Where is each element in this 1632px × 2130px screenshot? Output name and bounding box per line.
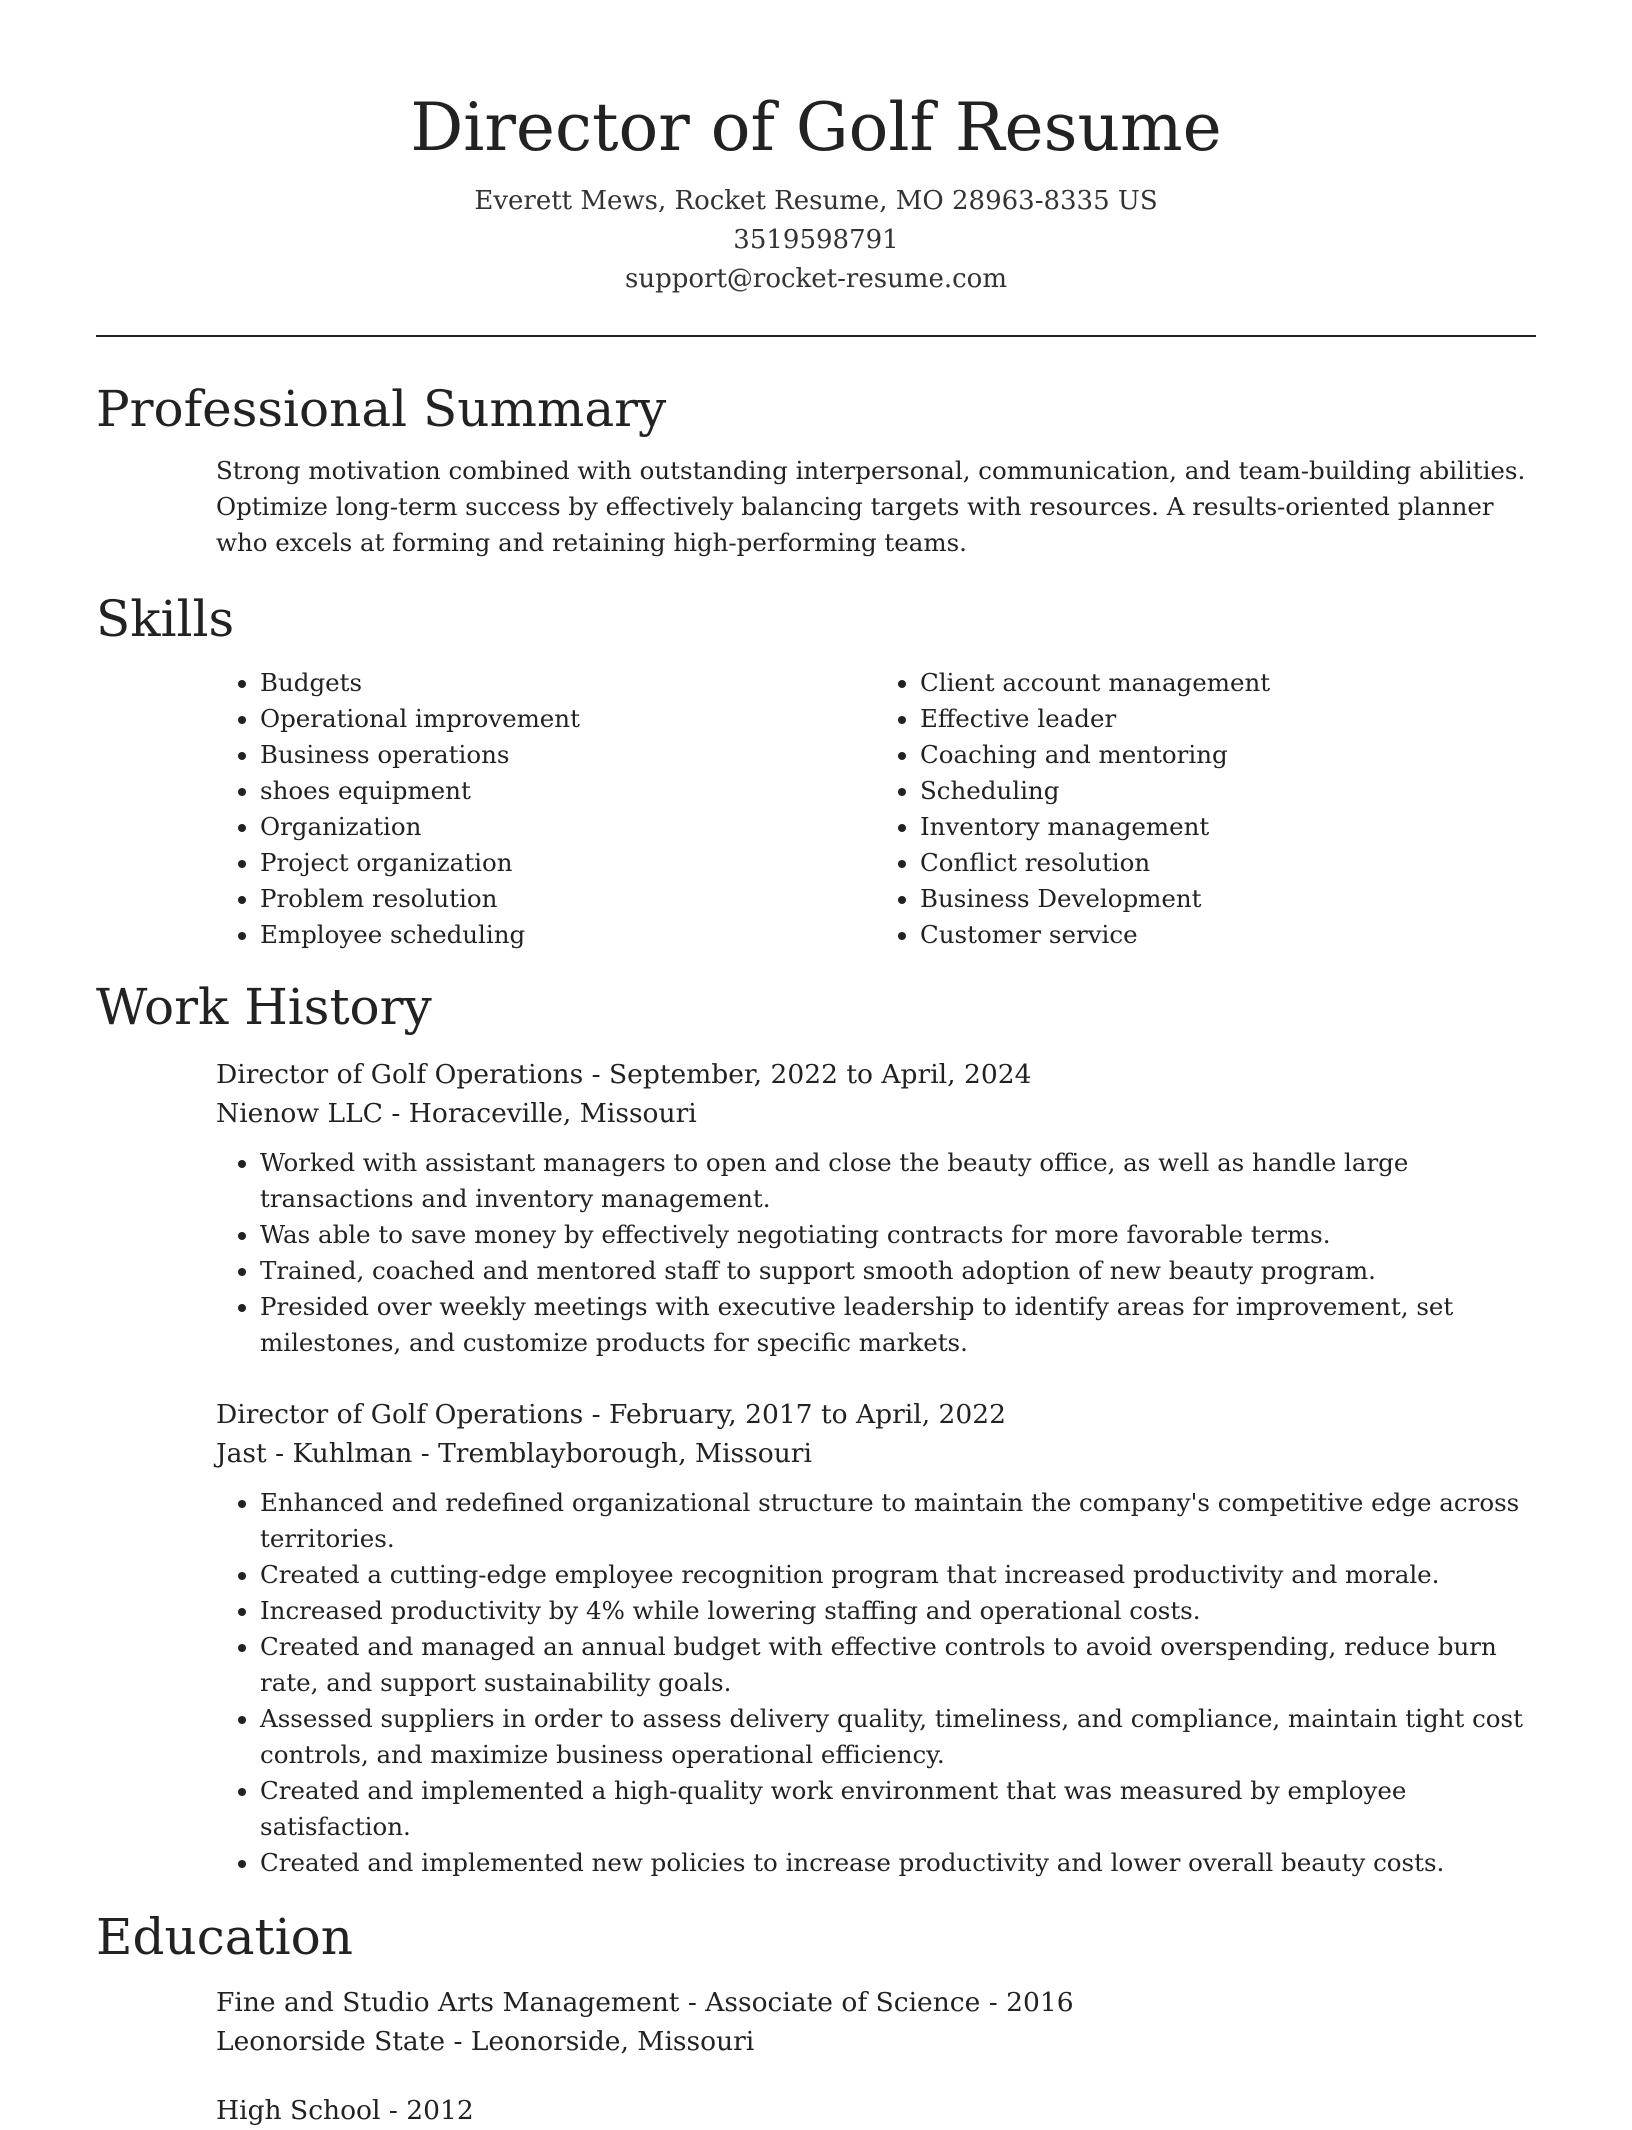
summary-heading: Professional Summary: [96, 380, 667, 438]
job-bullet: • Created and managed an annual budget with effective controls to avoid overspending, reduce burn rate, and support sustainability goals.: [260, 1629, 1536, 1701]
skills-section: [96, 587, 1536, 953]
education-section: [96, 1905, 1536, 2130]
job-bullet: • Assessed suppliers in order to assess delivery quality, timeliness, and compliance, maintain tight cost controls, and maximize business operational efficiency.: [260, 1701, 1536, 1773]
job-title: Director of Golf Operations: [216, 1059, 584, 1090]
skill-item: • Organization: [260, 809, 876, 845]
company-location: - Tremblayborough, Missouri: [412, 1438, 812, 1469]
job-dates: - September, 2022 to April, 2024: [583, 1059, 1032, 1090]
degree-line: [216, 2091, 1536, 2130]
company-name: Nienow LLC: [216, 1098, 383, 1129]
education-entry: [216, 2091, 1536, 2130]
work-history-section: [96, 975, 1536, 1881]
job-bullet: • Worked with assistant managers to open and close the beauty office, as well as handle large transactions and inventory management.: [260, 1145, 1536, 1217]
job-bullets: [216, 1145, 1536, 1361]
job-entry: [216, 1395, 1536, 1881]
skills-list-right: [876, 665, 1536, 953]
skill-item: • Effective leader: [920, 701, 1536, 737]
job-bullet: • Created and implemented a high-quality work environment that was measured by employee satisfaction.: [260, 1773, 1536, 1845]
skill-item: • Business Development: [920, 881, 1536, 917]
summary-section: [96, 377, 1536, 561]
skills-list-left: [216, 665, 876, 953]
header-divider: [96, 335, 1536, 337]
skills-heading: Skills: [96, 590, 235, 648]
resume-header: [96, 0, 1536, 299]
degree-line: [216, 1983, 1536, 2022]
skill-item: • shoes equipment: [260, 773, 876, 809]
education-heading: Education: [96, 1908, 353, 1966]
skill-item: • Problem resolution: [260, 881, 876, 917]
skills-lists: [216, 665, 1536, 953]
job-bullets: [216, 1485, 1536, 1881]
skill-item: • Operational improvement: [260, 701, 876, 737]
job-bullet: • Enhanced and redefined organizational structure to maintain the company's competitive edge across territories.: [260, 1485, 1536, 1557]
resume-page: [96, 0, 1536, 2130]
job-title: Director of Golf Operations: [216, 1399, 584, 1430]
work-history-heading: Work History: [96, 978, 432, 1036]
school-line: [216, 2022, 1536, 2061]
contact-info: [96, 182, 1536, 299]
degree-name: Fine and Studio Arts Management - Associate of Science: [216, 1987, 981, 2018]
job-entry: [216, 1055, 1536, 1361]
resume-title: Director of Golf Resume: [410, 89, 1222, 166]
contact-address: Everett Mews, Rocket Resume, MO 28963-8335 US: [474, 186, 1158, 216]
skill-item: • Scheduling: [920, 773, 1536, 809]
skill-item: • Coaching and mentoring: [920, 737, 1536, 773]
contact-phone: 3519598791: [733, 225, 899, 255]
skill-item: • Employee scheduling: [260, 917, 876, 953]
school-name: Leonorside State: [216, 2026, 446, 2057]
skill-item: • Business operations: [260, 737, 876, 773]
skill-item: • Project organization: [260, 845, 876, 881]
summary-text: Strong motivation combined with outstanding interpersonal, communication, and team-building abilities. Optimize long-term success by effectively balancing targets with resources. A results-oriented planner who excels at forming and retaining high-performing teams.: [216, 456, 1526, 557]
job-company-line: [216, 1434, 1536, 1473]
school-location: - Leonorside, Missouri: [445, 2026, 755, 2057]
skill-item: • Budgets: [260, 665, 876, 701]
job-title-line: [216, 1055, 1536, 1094]
job-dates: - February, 2017 to April, 2022: [583, 1399, 1007, 1430]
skill-item: • Conflict resolution: [920, 845, 1536, 881]
job-bullet: • Created and implemented new policies to increase productivity and lower overall beauty costs.: [260, 1845, 1536, 1881]
contact-email: support@rocket-resume.com: [624, 264, 1007, 294]
degree-name: High School: [216, 2095, 381, 2126]
job-company-line: [216, 1094, 1536, 1133]
education-entry: [216, 1983, 1536, 2061]
job-bullet: • Trained, coached and mentored staff to support smooth adoption of new beauty program.: [260, 1253, 1536, 1289]
job-bullet: • Created a cutting-edge employee recognition program that increased productivity and morale.: [260, 1557, 1536, 1593]
skill-item: • Inventory management: [920, 809, 1536, 845]
job-title-line: [216, 1395, 1536, 1434]
skill-item: • Client account management: [920, 665, 1536, 701]
degree-year: - 2016: [980, 1987, 1074, 2018]
job-bullet: • Increased productivity by 4% while lowering staffing and operational costs.: [260, 1593, 1536, 1629]
job-bullet: • Was able to save money by effectively negotiating contracts for more favorable terms.: [260, 1217, 1536, 1253]
skill-item: • Customer service: [920, 917, 1536, 953]
company-location: - Horaceville, Missouri: [382, 1098, 697, 1129]
degree-year: - 2012: [380, 2095, 474, 2126]
job-bullet: • Presided over weekly meetings with executive leadership to identify areas for improvement, set milestones, and customize products for specific markets.: [260, 1289, 1536, 1361]
company-name: Jast - Kuhlman: [216, 1438, 413, 1469]
